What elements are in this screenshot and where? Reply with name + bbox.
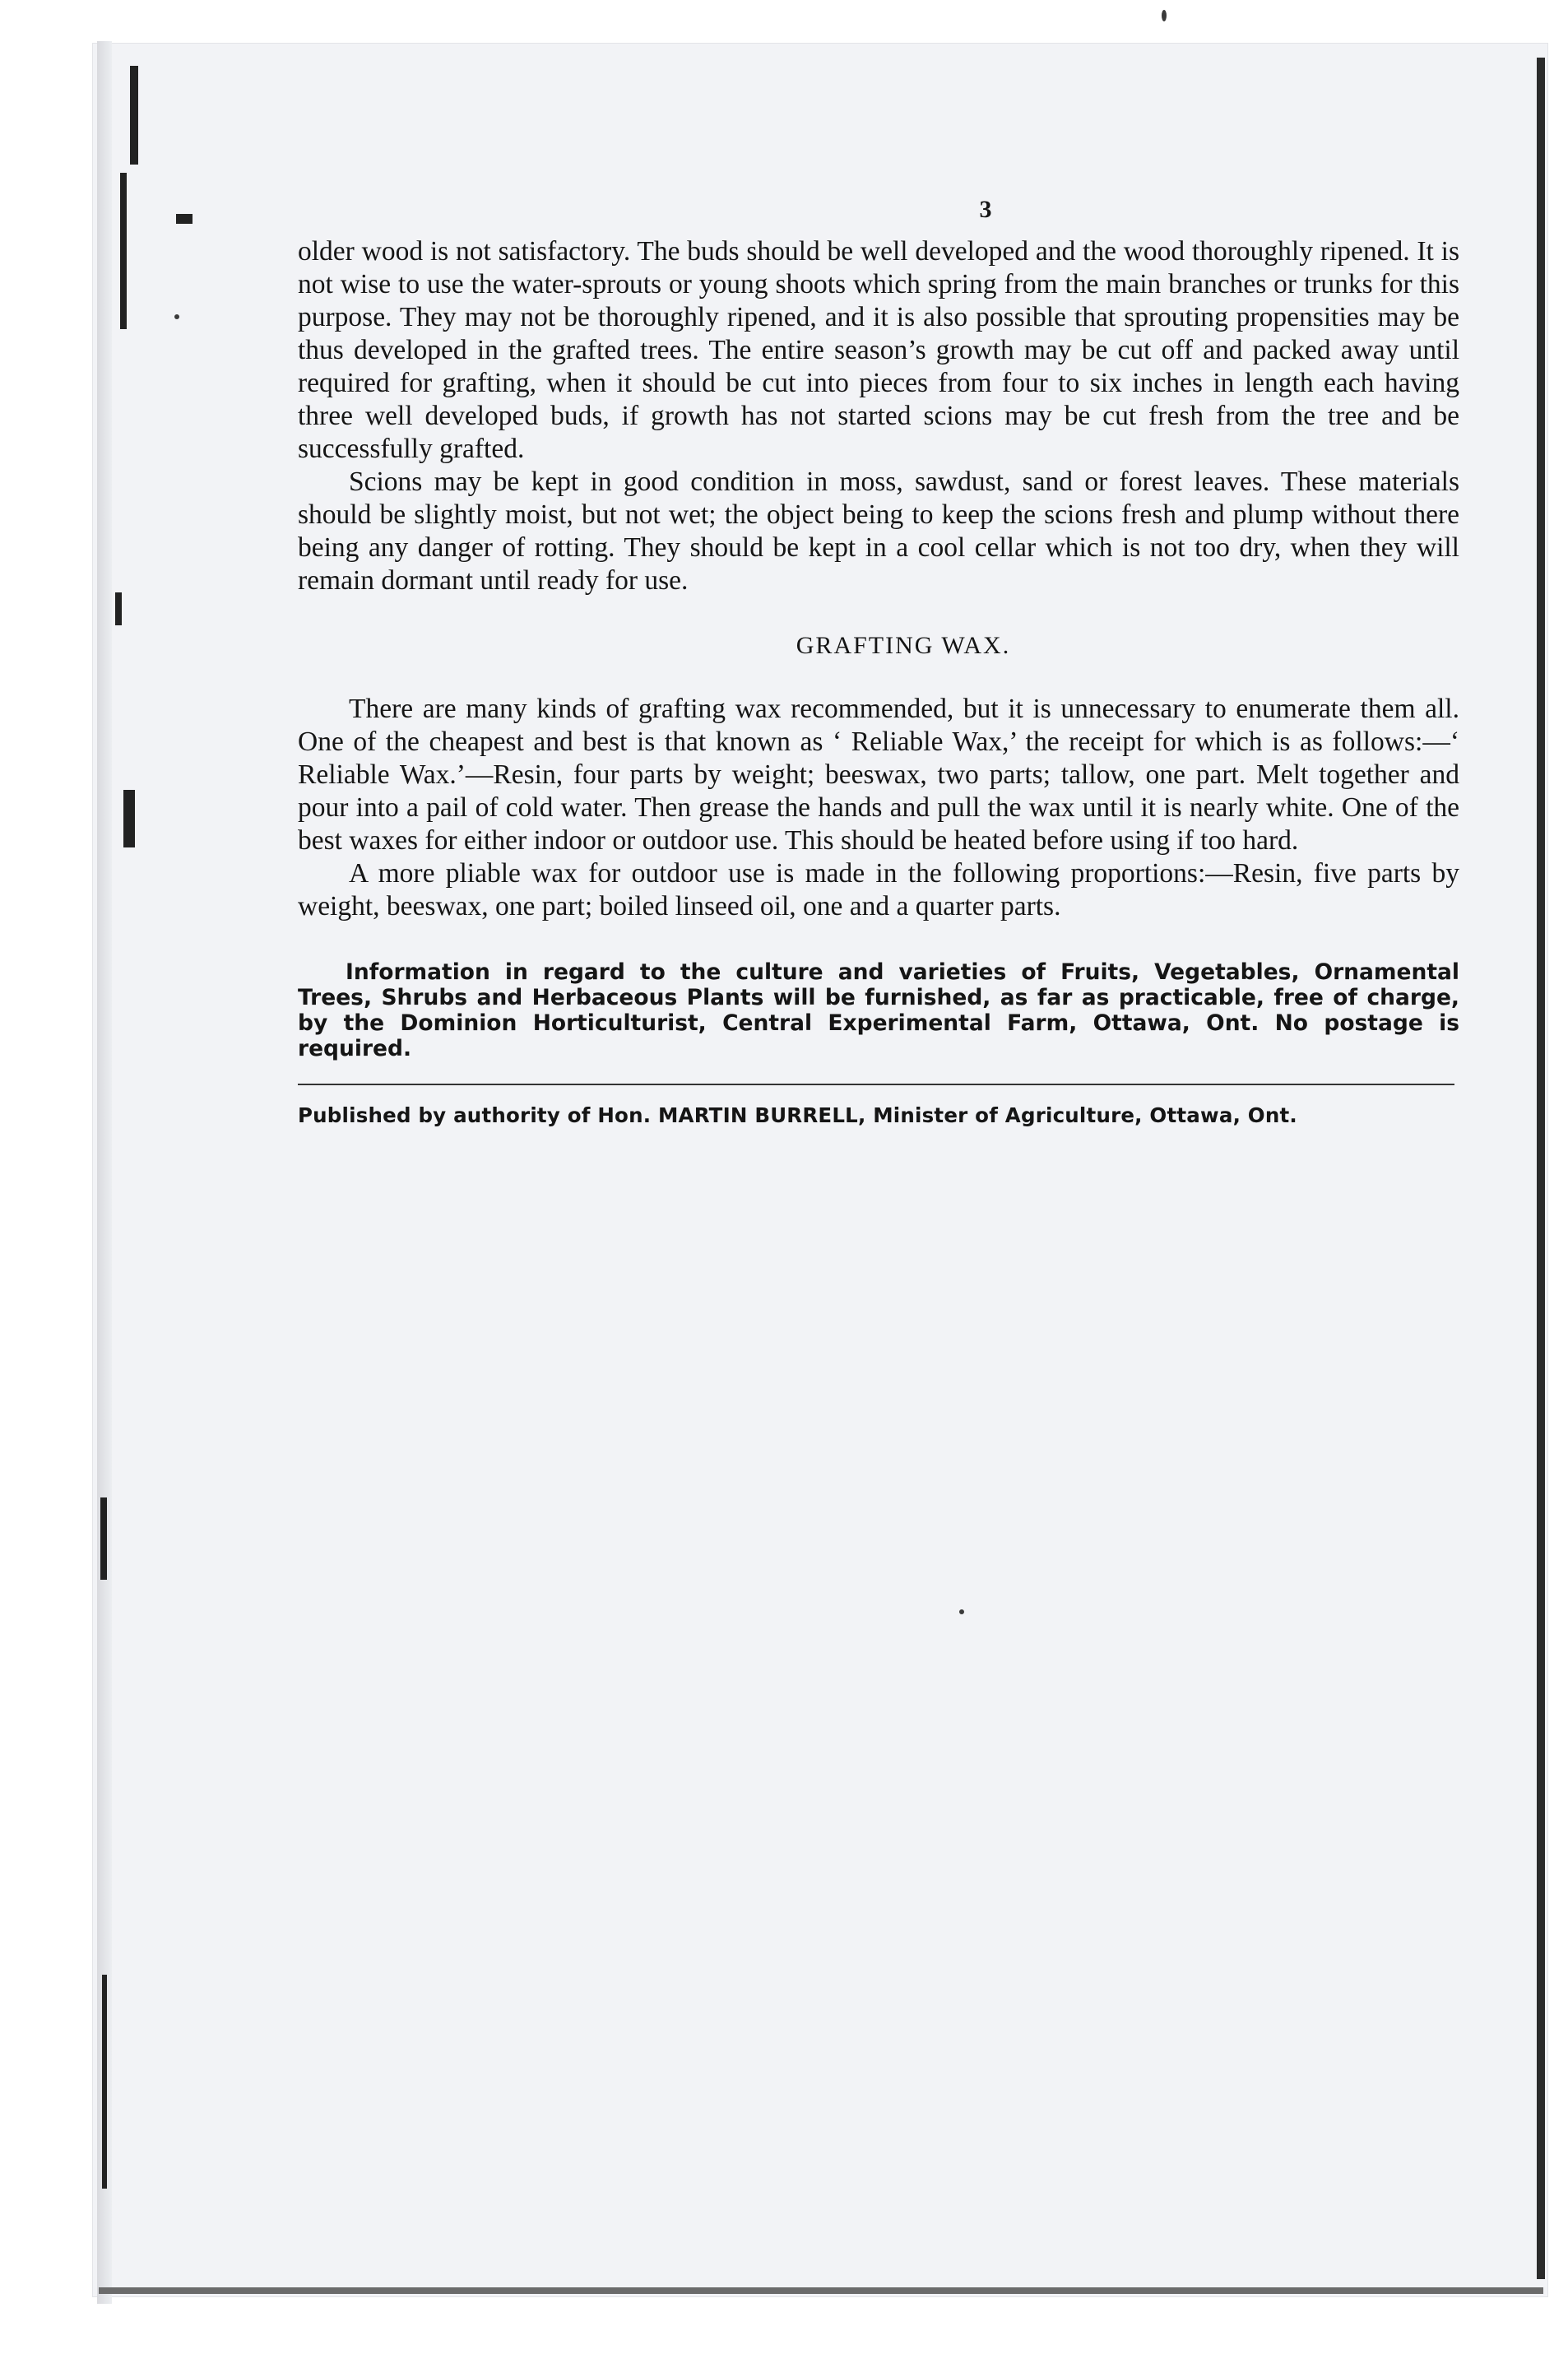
section-heading: GRAFTING WAX. bbox=[796, 632, 1011, 659]
page-number: 3 bbox=[979, 196, 992, 223]
speck bbox=[174, 314, 179, 319]
page-right-edge bbox=[1537, 58, 1545, 2279]
publication-footer: Published by authority of Hon. MARTIN BURRELL, Minister of Agriculture, Ottawa, Ont. bbox=[298, 1103, 1297, 1127]
information-notice: Information in regard to the culture and varieties of Fruits, Vegetables, Ornamental Trees, Shrubs and Herbaceous Plants will be furnished, as far as practicable, free of charge, by the Dominion Horticulturist, Central Experimental Farm, Ottawa, Ont. No postage is required. bbox=[298, 959, 1459, 1061]
spine-mark bbox=[176, 214, 193, 224]
divider-rule bbox=[298, 1084, 1454, 1085]
body-paragraph: Scions may be kept in good condition in moss, sawdust, sand or forest leaves. These materials should be slightly moist, but not wet; the object being to keep the scions fresh and plump without there being any danger of rotting. They should be kept in a cool cellar which is not too dry, when they will remain dormant until ready for use. bbox=[298, 467, 1459, 596]
body-paragraph: older wood is not satisfactory. The buds should be well developed and the wood thoroughly ripened. It is not wise to use the water-sprouts or young shoots which spring from the main branches or trunks for this purpose. They may not be thoroughly ripened, and it is also possible that sprouting propensities may be thus developed in the grafted trees. The entire season’s growth may be cut off and packed away until required for grafting, when it should be cut into pieces from four to six inches in length each having three well developed buds, if growth has not started scions may be cut fresh from the tree and be successfully grafted. bbox=[298, 236, 1459, 464]
spine-mark bbox=[123, 790, 135, 847]
page-left-edge bbox=[97, 41, 112, 2304]
section-paragraph: A more pliable wax for outdoor use is made in the following proportions:—Resin, five parts by weight, beeswax, one part; boiled linseed oil, one and a quarter parts. bbox=[298, 858, 1459, 922]
section-paragraph: There are many kinds of grafting wax recommended, but it is unnecessary to enumerate them all. One of the cheapest and best is that known as ‘ Reliable Wax,’ the receipt for which is as follows:—‘ Reliable Wax.’—Resin, four parts by weight; beeswax, two parts; tallow, one part. Melt together and pour into a pail of cold water. Then grease the hands and pull the wax until it is nearly white. One of the best waxes for either indoor or outdoor use. This should be heated before using if too hard. bbox=[298, 694, 1459, 856]
spine-mark bbox=[130, 66, 138, 165]
page-content bbox=[298, 196, 1459, 1127]
spine-mark bbox=[115, 592, 122, 625]
spine-mark bbox=[102, 1975, 107, 2189]
page-bottom-edge bbox=[99, 2287, 1543, 2294]
speck bbox=[1162, 10, 1167, 21]
spine-mark bbox=[100, 1497, 107, 1580]
spine-mark bbox=[120, 173, 127, 329]
speck bbox=[959, 1609, 964, 1614]
